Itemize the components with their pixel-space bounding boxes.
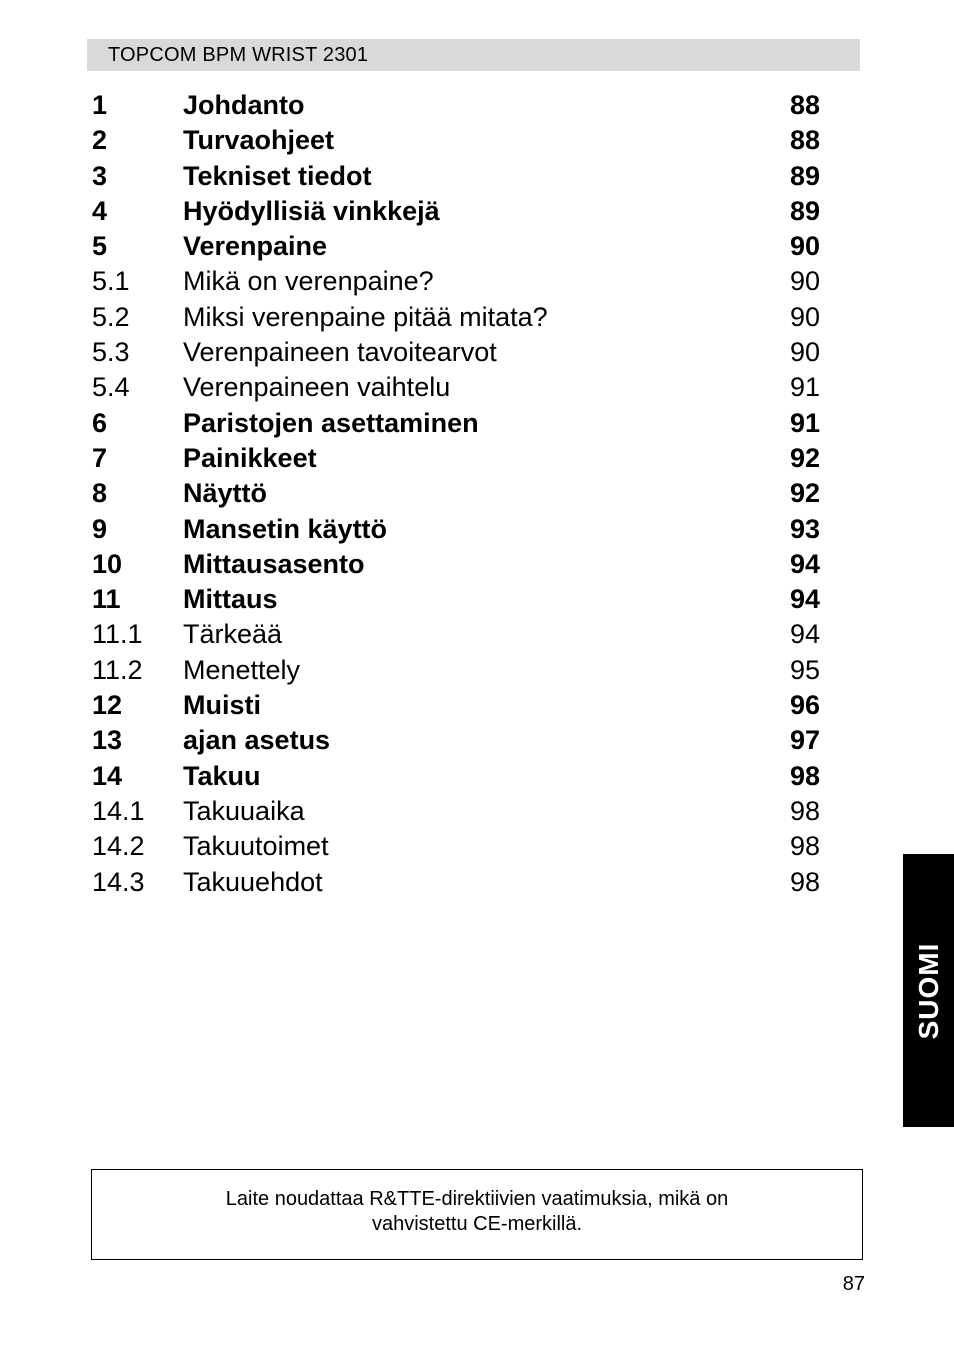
toc-entry-title: Menettely bbox=[183, 654, 301, 685]
toc-entry-number: 2 bbox=[92, 125, 108, 156]
toc-entry-title: Näyttö bbox=[183, 478, 268, 509]
toc-entry-page: 94 bbox=[789, 619, 820, 650]
toc-entry-page: 90 bbox=[789, 266, 820, 297]
toc-entry-title: Hyödyllisiä vinkkejä bbox=[183, 195, 440, 226]
toc-entry bbox=[92, 829, 820, 864]
toc-entry-page: 92 bbox=[789, 478, 820, 509]
toc-entry-number: 14 bbox=[92, 760, 123, 791]
toc-entry-title: Takuuehdot bbox=[183, 866, 323, 897]
toc-entry-title: Takuu bbox=[183, 760, 261, 791]
toc-entry-title: ajan asetus bbox=[183, 725, 331, 756]
toc-entry bbox=[92, 688, 820, 723]
toc-entry-page: 94 bbox=[789, 584, 820, 615]
toc-entry-number: 3 bbox=[92, 160, 108, 191]
toc-entry-page: 90 bbox=[789, 301, 820, 332]
toc-entry bbox=[92, 723, 820, 758]
toc-entry-title: Tärkeää bbox=[183, 619, 283, 650]
notice-line-1: Laite noudattaa R&TTE-direktiivien vaatimuksia, mikä on bbox=[225, 1188, 729, 1210]
compliance-notice bbox=[91, 1169, 863, 1260]
toc-entry-page: 88 bbox=[789, 125, 820, 156]
toc-entry-number: 1 bbox=[92, 90, 108, 120]
toc-entry-number: 5.2 bbox=[92, 301, 130, 332]
toc-entry bbox=[92, 512, 820, 547]
toc-entry bbox=[92, 653, 820, 688]
toc-entry-page: 98 bbox=[789, 866, 820, 897]
toc-entry-title: Mittaus bbox=[183, 584, 278, 615]
toc-entry-title: Miksi verenpaine pitää mitata? bbox=[183, 301, 548, 332]
toc-entry-title: Tekniset tiedot bbox=[183, 160, 372, 191]
toc-entry bbox=[92, 370, 820, 405]
toc-entry-page: 92 bbox=[789, 442, 820, 473]
notice-line-2: vahvistettu CE-merkillä. bbox=[371, 1213, 583, 1235]
toc-entry-page: 90 bbox=[789, 231, 820, 262]
toc-entry-number: 5 bbox=[92, 231, 108, 262]
toc-entry-number: 6 bbox=[92, 407, 108, 438]
toc-entry-number: 11.1 bbox=[92, 619, 143, 650]
toc-entry-title: Verenpaineen vaihtelu bbox=[183, 372, 451, 403]
toc-entry-number: 5.4 bbox=[92, 372, 130, 403]
toc-entry-number: 4 bbox=[92, 195, 108, 226]
toc-entry bbox=[92, 159, 820, 194]
toc-entry-number: 5.3 bbox=[92, 337, 130, 368]
toc-entry-title: Paristojen asettaminen bbox=[183, 407, 479, 438]
toc-entry-page: 98 bbox=[789, 760, 820, 791]
toc-entry-title: Mittausasento bbox=[183, 548, 365, 579]
toc-entry-page: 93 bbox=[789, 513, 820, 544]
toc-entry bbox=[92, 582, 820, 617]
toc-entry-title: Mansetin käyttö bbox=[183, 513, 388, 544]
toc-entry-page: 98 bbox=[789, 795, 820, 826]
language-tab-label: SUOMI bbox=[912, 942, 944, 1039]
toc-entry-page: 96 bbox=[789, 690, 820, 721]
toc-entry-number: 9 bbox=[92, 513, 108, 544]
toc-entry bbox=[92, 264, 820, 299]
toc-entry bbox=[92, 406, 820, 441]
toc-entry bbox=[92, 547, 820, 582]
toc-entry-number: 14.2 bbox=[92, 831, 145, 862]
page-number: 87 bbox=[842, 1273, 865, 1295]
toc-entry-number: 11 bbox=[92, 584, 121, 615]
toc-entry-title: Turvaohjeet bbox=[183, 125, 335, 156]
document-header bbox=[87, 39, 860, 71]
toc-entry-number: 8 bbox=[92, 478, 108, 509]
toc-entry-number: 14.3 bbox=[92, 866, 145, 897]
toc-entry-title: Mikä on verenpaine? bbox=[183, 266, 434, 297]
toc-entry-page: 89 bbox=[789, 195, 820, 226]
toc-entry-page: 91 bbox=[789, 372, 820, 403]
toc-entry bbox=[92, 794, 820, 829]
toc-entry-title: Takuutoimet bbox=[183, 831, 329, 862]
toc-entry-title: Painikkeet bbox=[183, 442, 317, 473]
toc-entry bbox=[92, 759, 820, 794]
toc-entry-number: 7 bbox=[92, 442, 108, 473]
toc-entry bbox=[92, 865, 820, 900]
toc-entry-page: 94 bbox=[789, 548, 820, 579]
toc-entry bbox=[92, 194, 820, 229]
toc-entry bbox=[92, 88, 820, 123]
toc-entry bbox=[92, 300, 820, 335]
toc-entry bbox=[92, 441, 820, 476]
toc-entry-number: 5.1 bbox=[92, 266, 130, 297]
toc-entry-number: 14.1 bbox=[92, 795, 145, 826]
toc-entry-number: 13 bbox=[92, 725, 123, 756]
toc-entry-title: Muisti bbox=[183, 690, 261, 721]
toc-entry bbox=[92, 617, 820, 652]
toc-entry-title: Johdanto bbox=[183, 90, 305, 120]
toc-entry-page: 91 bbox=[789, 407, 820, 438]
toc-entry bbox=[92, 229, 820, 264]
toc-entry-title: Verenpaine bbox=[183, 231, 328, 262]
toc-entry-page: 95 bbox=[789, 654, 820, 685]
table-of-contents bbox=[92, 88, 820, 900]
toc-entry bbox=[92, 335, 820, 370]
toc-entry-page: 88 bbox=[789, 90, 820, 120]
toc-entry-number: 12 bbox=[92, 690, 123, 721]
toc-entry bbox=[92, 476, 820, 511]
toc-entry-page: 89 bbox=[789, 160, 820, 191]
toc-entry bbox=[92, 123, 820, 158]
toc-entry-title: Takuuaika bbox=[183, 795, 305, 826]
toc-entry-page: 90 bbox=[789, 337, 820, 368]
toc-entry-number: 10 bbox=[92, 548, 123, 579]
toc-entry-number: 11.2 bbox=[92, 654, 143, 685]
toc-entry-title: Verenpaineen tavoitearvot bbox=[183, 337, 497, 368]
language-tab bbox=[903, 854, 954, 1127]
document-title: TOPCOM BPM WRIST 2301 bbox=[108, 44, 369, 66]
toc-entry-page: 97 bbox=[789, 725, 820, 756]
toc-entry-page: 98 bbox=[789, 831, 820, 862]
